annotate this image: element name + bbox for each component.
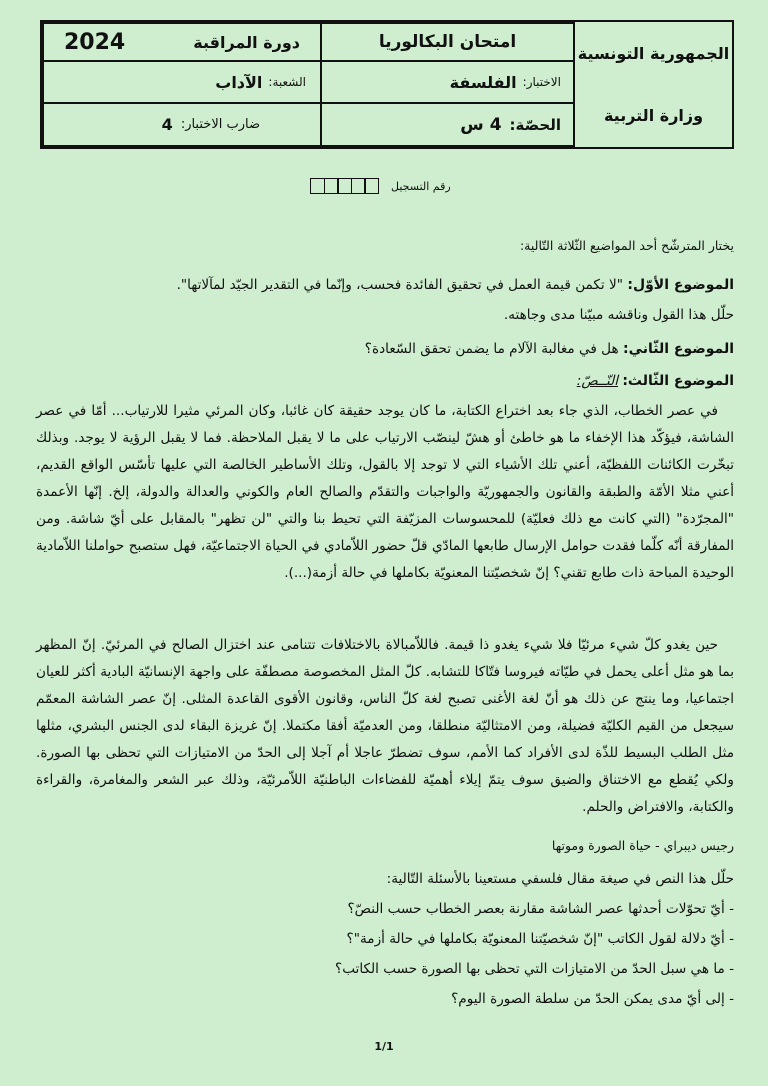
exam-title: امتحان البكالوريا (378, 32, 517, 52)
question-4: - إلى أيّ مدى يمكن الحدّ من سلطة الصورة اليوم؟ (451, 991, 734, 1007)
registration-number (310, 178, 451, 194)
question-3: - ما هي سبل الحدّ من الامتيازات التي تحظى بها الصورة حسب الكاتب؟ (334, 961, 734, 977)
topic-1-instruction: حلّل هذا القول وناقشه مبيّنا مدى وجاهته. (503, 307, 734, 323)
ministry-name: وزارة التربية (603, 106, 704, 126)
duration-value: 4 س (460, 114, 502, 135)
branch-value: الآداب (215, 72, 263, 92)
coef-cell (42, 102, 322, 147)
questions-intro: حلّل هذا النص في صيغة مقال فلسفي مستعينا بالأسئلة التّالية: (386, 871, 734, 887)
topic-2-label: الموضوع الثّاني: (622, 341, 734, 357)
topic-2-text: هل في مغالبة الآلام ما يضمن تحقق السّعادة؟ (364, 341, 619, 357)
session-label: دورة المراقبة (193, 32, 300, 52)
registration-label: رقم التسجيل (391, 179, 451, 193)
passage-paragraph-1: في عصر الخطاب، الذي جاء بعد اختراع الكتابة، ما كان يوجد حقيقة كان غائبا، وكان المرئي مثيرا للارتياب... أمّا في عصر الشاشة، فيؤكّد هذا الإخفاء ما هو خاطئ أو هشّ لينصّب الارتياب على ما لا يقبل الملاحظة. فما لا يقبل الرؤية لا يوجد. وبذلك تبخّرت الكائنات اللفظيّة، أعني تلك الأشياء التي لا توجد إلا بالقول، وتلك الأساطير الخالصة التي عليها تأسّس الواقع القديم، أعني مثلا الأمّة والطبقة والقانون والجمهوريّة والواجبات والتقدّم والصالح العام والكوني والعدالة والدولة، إلخ. إنّها الأعمدة "المجرّدة" (التي كانت مع ذلك فعليّة) للمحسوسات المزيّفة التي تحيط بنا والتي "لن تظهر" بالمقابل على أيّ شاشة. ومن المفارقة أنّه كلّما فقدت حوامل الإرسال طابعها المادّي قلّ حضور اللاّمادي في الحياة الاجتماعيّة، فهل ستصبح حواملنا اللاّمادية الوحيدة المباحة ذات طابع تقني؟ إنّ شخصيّتنا المعنويّة بكاملها في حالة أزمة(...). (36, 403, 734, 581)
session-cell (42, 22, 322, 62)
institution-cell (575, 22, 732, 147)
question-2: - أيّ دلالة لقول الكاتب "إنّ شخصيّتنا المعنويّة بكاملها في حالة أزمة"؟ (346, 931, 734, 947)
topic-1 (36, 272, 734, 299)
page-number: 1/1 (374, 1040, 394, 1053)
registration-box[interactable] (364, 178, 379, 194)
branch-cell (42, 60, 322, 104)
question-1: - أيّ تحوّلات أحدثها عصر الشاشة مقارنة بعصر الخطاب حسب النصّ؟ (347, 901, 734, 917)
subject-cell (320, 60, 575, 104)
duration-cell (320, 102, 575, 147)
coef-value: 4 (161, 115, 173, 134)
passage-paragraph-2: حين يغدو كلّ شيء مرئيّا فلا شيء يغدو ذا قيمة. فاللاّمبالاة بالاختلافات تتنامى عند اختزال الصالح في المرئيّ. إنّ المظهر بما هو مثل أعلى يحمل في طيّاته فيروسا فتّاكا للتشابه. كلّ المثل المخصوصة مصطفّة على واجهة الإنسانيّة البادية أكثر للعيان اجتماعيا، وما ينتج عن ذلك هو أنّ لغة الأغنى تصبح لغة كلّ الناس، وقانون الأقوى القاعدة المثلى. إنّ عصر الشاشة المعمّم سيجعل من القيم الكليّة فضيلة، ومن الامتثاليّة منطلقا، ومن العدميّة أفقا مكتملا. إنّ غريزة البقاء لدى الجنس البشري، مثلها مثل الطلب البسيط للذّة لدى الأفراد كما الأمم، سوف تضطرّ عاجلا أم آجلا إلى الحدّ من الامتيازات التي تحظى بها الصورة. ولكي يُقطع مع الاختناق والضيق سوف يتمّ إيلاء أهميّة للفضاءات الباطنيّة اللاّمرئيّة، وذلك عبر الشعر والمغامرة، والقراءة والكتابة، والافتراض والحلم. (36, 637, 734, 815)
topic-1-label: الموضوع الأوّل: (627, 277, 734, 293)
branch-label: الشعبة: (268, 75, 306, 89)
instructions: يختار المترشّح أحد المواضيع الثّلاثة التّالية: (519, 238, 734, 253)
author-citation: رجيس ديبراي - حياة الصورة وموتها (551, 838, 734, 853)
topic-2 (36, 336, 734, 363)
subject-value: الفلسفة (449, 72, 517, 92)
exam-year: 2024 (64, 29, 126, 55)
text-label: النّــصّ: (576, 373, 618, 389)
exam-title-cell (320, 22, 575, 62)
topic-3 (36, 368, 734, 395)
republic-name: الجمهورية التونسية (577, 43, 730, 63)
exam-header (40, 20, 734, 149)
coef-label: ضارب الاختبار: (180, 117, 260, 132)
topic-3-label: الموضوع الثّالث: (622, 373, 734, 389)
registration-boxes[interactable] (310, 178, 379, 194)
duration-label: الحصّة: (509, 115, 561, 134)
topic-1-text: "لا تكمن قيمة العمل في تحقيق الفائدة فحسب، وإنّما في التقدير الجيّد لمآلاتها". (176, 277, 624, 293)
subject-label: الاختبار: (522, 75, 561, 89)
